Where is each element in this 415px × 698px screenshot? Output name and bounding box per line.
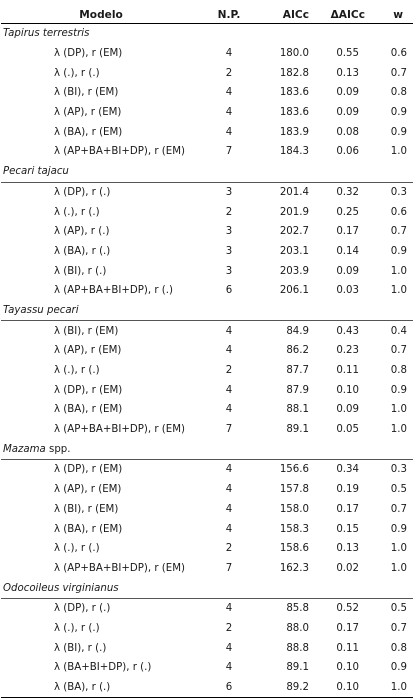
table-body <box>1 24 413 698</box>
species-name: Odocoileus virginianus <box>3 582 119 594</box>
aicc-cell: 88.1 <box>286 404 309 416</box>
daicc-cell: 0.14 <box>336 245 359 257</box>
model-cell: λ (AP), r (.) <box>54 226 110 238</box>
model-cell: λ (BI), r (EM) <box>54 87 119 99</box>
daicc-cell: 0.05 <box>336 424 359 436</box>
np-cell: 2 <box>225 622 233 634</box>
w-cell: 0.7 <box>390 67 407 79</box>
species-name-cell <box>1 24 413 44</box>
table-row <box>1 122 413 142</box>
aicc-cell: 88.0 <box>286 622 309 634</box>
model-cell: λ (BA), r (.) <box>1 678 201 698</box>
table-row <box>1 658 413 678</box>
species-name-cell <box>1 162 413 182</box>
np-cell: 4 <box>225 48 233 60</box>
daicc-cell: 0.23 <box>336 345 359 357</box>
daicc-cell: 0.15 <box>336 523 359 535</box>
aicc-cell: 89.1 <box>286 424 309 436</box>
model-cell: λ (BI), r (EM) <box>54 325 119 337</box>
table-row <box>1 480 413 500</box>
aicc-cell: 183.9 <box>279 126 309 138</box>
model-cell: λ (DP), r (EM) <box>54 48 123 60</box>
aicc-cell: 158.3 <box>279 523 309 535</box>
model-cell: λ (AP+BA+BI+DP), r (EM) <box>54 146 185 158</box>
daicc-cell: 0.09 <box>336 87 359 99</box>
aicc-cell: 184.3 <box>279 146 309 158</box>
model-cell: λ (AP), r (EM) <box>54 484 122 496</box>
aicc-cell: 89.1 <box>286 662 309 674</box>
header-aicc: AICc <box>257 6 315 24</box>
model-cell: λ (.), r (.) <box>54 67 100 79</box>
w-cell: 1.0 <box>390 265 407 277</box>
np-cell: 3 <box>225 186 233 198</box>
daicc-cell: 0.09 <box>336 404 359 416</box>
w-cell: 0.9 <box>390 523 407 535</box>
model-cell: λ (BI), r (.) <box>54 265 107 277</box>
table-row <box>1 202 413 222</box>
daicc-cell: 0.17 <box>336 503 359 515</box>
species-row <box>1 162 413 182</box>
np-cell: 4 <box>225 126 233 138</box>
table-row <box>1 539 413 559</box>
aicc-cell: 86.2 <box>286 345 309 357</box>
table-row <box>1 321 413 341</box>
table-row <box>1 83 413 103</box>
np-cell: 4 <box>225 642 233 654</box>
w-cell: 0.9 <box>390 662 407 674</box>
daicc-cell: 0.11 <box>336 642 359 654</box>
daicc-cell: 0.10 <box>315 678 375 698</box>
table-row <box>1 281 413 301</box>
aicc-cell: 203.9 <box>279 265 309 277</box>
species-row <box>1 578 413 598</box>
table-row <box>1 678 413 698</box>
w-cell: 0.8 <box>390 642 407 654</box>
w-cell: 1.0 <box>390 543 407 555</box>
aicc-cell: 87.9 <box>286 384 309 396</box>
np-cell: 3 <box>225 245 233 257</box>
aicc-cell: 180.0 <box>279 48 309 60</box>
model-cell: λ (BA), r (.) <box>54 245 111 257</box>
model-cell: λ (.), r (.) <box>54 365 100 377</box>
daicc-cell: 0.17 <box>336 226 359 238</box>
np-cell: 3 <box>225 226 233 238</box>
model-cell: λ (AP+BA+BI+DP), r (EM) <box>54 424 185 436</box>
model-cell: λ (.), r (.) <box>54 622 100 634</box>
aicc-cell: 156.6 <box>279 464 309 476</box>
np-cell: 2 <box>225 67 233 79</box>
aicc-cell: 85.8 <box>286 603 309 615</box>
w-cell: 1.0 <box>375 678 413 698</box>
aicc-cell: 203.1 <box>279 245 309 257</box>
w-cell: 0.7 <box>390 622 407 634</box>
daicc-cell: 0.08 <box>336 126 359 138</box>
w-cell: 0.4 <box>390 325 407 337</box>
table-row <box>1 361 413 381</box>
table-row <box>1 420 413 440</box>
aicc-cell: 202.7 <box>279 226 309 238</box>
w-cell: 1.0 <box>390 285 407 297</box>
np-cell: 6 <box>201 678 257 698</box>
daicc-cell: 0.10 <box>336 662 359 674</box>
np-cell: 4 <box>225 384 233 396</box>
model-cell: λ (AP), r (EM) <box>54 107 122 119</box>
aicc-cell: 201.4 <box>279 186 309 198</box>
species-suffix: spp. <box>45 443 71 455</box>
model-cell: λ (DP), r (.) <box>54 603 111 615</box>
w-cell: 0.8 <box>390 365 407 377</box>
daicc-cell: 0.43 <box>336 325 359 337</box>
daicc-cell: 0.09 <box>336 265 359 277</box>
species-name: Tapirus terrestris <box>3 28 90 40</box>
species-name: Mazama <box>3 443 46 455</box>
model-cell: λ (AP+BA+BI+DP), r (.) <box>54 285 173 297</box>
table-row <box>1 222 413 242</box>
daicc-cell: 0.13 <box>336 543 359 555</box>
table-row <box>1 460 413 480</box>
aicc-cell: 162.3 <box>279 562 309 574</box>
table-row <box>1 500 413 520</box>
species-row <box>1 24 413 44</box>
w-cell: 0.7 <box>390 345 407 357</box>
model-cell: λ (.), r (.) <box>54 543 100 555</box>
model-cell: λ (DP), r (.) <box>54 186 111 198</box>
model-cell: λ (AP), r (EM) <box>54 345 122 357</box>
daicc-cell: 0.10 <box>336 384 359 396</box>
w-cell: 0.6 <box>390 206 407 218</box>
species-row <box>1 301 413 321</box>
aicc-cell: 182.8 <box>279 67 309 79</box>
w-cell: 0.3 <box>390 464 407 476</box>
header-np: N.P. <box>201 6 257 24</box>
w-cell: 1.0 <box>390 404 407 416</box>
header-model: Modelo <box>1 6 201 24</box>
daicc-cell: 0.52 <box>336 603 359 615</box>
w-cell: 1.0 <box>390 424 407 436</box>
table-row <box>1 559 413 579</box>
w-cell: 0.8 <box>390 87 407 99</box>
np-cell: 4 <box>225 603 233 615</box>
model-cell: λ (BI), r (EM) <box>54 503 119 515</box>
daicc-cell: 0.03 <box>336 285 359 297</box>
aicc-cell: 183.6 <box>279 87 309 99</box>
w-cell: 0.9 <box>390 107 407 119</box>
table-row <box>1 519 413 539</box>
w-cell: 0.5 <box>390 603 407 615</box>
header-daicc: ΔAICc <box>315 6 375 24</box>
w-cell: 0.9 <box>390 384 407 396</box>
w-cell: 1.0 <box>390 562 407 574</box>
table-row <box>1 63 413 83</box>
np-cell: 4 <box>225 404 233 416</box>
np-cell: 2 <box>225 206 233 218</box>
daicc-cell: 0.32 <box>336 186 359 198</box>
w-cell: 0.5 <box>390 484 407 496</box>
table-header <box>1 6 413 24</box>
daicc-cell: 0.06 <box>336 146 359 158</box>
table-row <box>1 341 413 361</box>
w-cell: 0.7 <box>390 226 407 238</box>
np-cell: 7 <box>225 562 233 574</box>
w-cell: 1.0 <box>390 146 407 158</box>
table-row <box>1 380 413 400</box>
table-row <box>1 142 413 162</box>
np-cell: 4 <box>225 484 233 496</box>
species-name-cell <box>1 439 413 459</box>
model-cell: λ (DP), r (EM) <box>54 384 123 396</box>
model-cell: λ (DP), r (EM) <box>54 464 123 476</box>
np-cell: 4 <box>225 662 233 674</box>
np-cell: 4 <box>225 503 233 515</box>
daicc-cell: 0.34 <box>336 464 359 476</box>
table-row <box>1 638 413 658</box>
aicc-cell: 157.8 <box>279 484 309 496</box>
np-cell: 4 <box>225 87 233 99</box>
model-cell: λ (BI), r (.) <box>54 642 107 654</box>
daicc-cell: 0.11 <box>336 365 359 377</box>
aicc-cell: 206.1 <box>279 285 309 297</box>
model-cell: λ (BA), r (EM) <box>54 404 123 416</box>
np-cell: 4 <box>225 325 233 337</box>
model-cell: λ (AP+BA+BI+DP), r (EM) <box>54 562 185 574</box>
aicc-cell: 84.9 <box>286 325 309 337</box>
np-cell: 7 <box>225 424 233 436</box>
np-cell: 7 <box>225 146 233 158</box>
daicc-cell: 0.02 <box>336 562 359 574</box>
species-name-cell <box>1 301 413 321</box>
aicc-cell: 87.7 <box>286 365 309 377</box>
daicc-cell: 0.25 <box>336 206 359 218</box>
aicc-cell: 158.6 <box>279 543 309 555</box>
aicc-cell: 158.0 <box>279 503 309 515</box>
daicc-cell: 0.55 <box>336 48 359 60</box>
aicc-cell: 183.6 <box>279 107 309 119</box>
table-row <box>1 619 413 639</box>
model-selection-table <box>1 6 413 698</box>
model-cell: λ (BA), r (EM) <box>54 523 123 535</box>
np-cell: 2 <box>225 543 233 555</box>
table-row <box>1 182 413 202</box>
w-cell: 0.6 <box>390 48 407 60</box>
species-name: Pecari tajacu <box>3 166 69 178</box>
daicc-cell: 0.13 <box>336 67 359 79</box>
table-row <box>1 598 413 618</box>
aicc-cell: 201.9 <box>279 206 309 218</box>
aicc-cell: 88.8 <box>286 642 309 654</box>
np-cell: 4 <box>225 107 233 119</box>
np-cell: 3 <box>225 265 233 277</box>
table-row <box>1 103 413 123</box>
np-cell: 4 <box>225 523 233 535</box>
daicc-cell: 0.09 <box>336 107 359 119</box>
table-row <box>1 242 413 262</box>
header-row <box>1 6 413 24</box>
w-cell: 0.9 <box>390 126 407 138</box>
model-cell: λ (.), r (.) <box>54 206 100 218</box>
np-cell: 2 <box>225 365 233 377</box>
daicc-cell: 0.17 <box>336 622 359 634</box>
w-cell: 0.3 <box>390 186 407 198</box>
np-cell: 6 <box>225 285 233 297</box>
table-row <box>1 400 413 420</box>
table-row <box>1 261 413 281</box>
table-row <box>1 44 413 64</box>
w-cell: 0.7 <box>390 503 407 515</box>
species-name: Tayassu pecari <box>3 304 79 316</box>
w-cell: 0.9 <box>390 245 407 257</box>
aicc-cell: 89.2 <box>257 678 315 698</box>
np-cell: 4 <box>225 345 233 357</box>
species-row <box>1 439 413 459</box>
species-name-cell <box>1 578 413 598</box>
np-cell: 4 <box>225 464 233 476</box>
model-cell: λ (BA+BI+DP), r (.) <box>54 662 152 674</box>
daicc-cell: 0.19 <box>336 484 359 496</box>
model-cell: λ (BA), r (EM) <box>54 126 123 138</box>
header-w: w <box>375 6 413 24</box>
